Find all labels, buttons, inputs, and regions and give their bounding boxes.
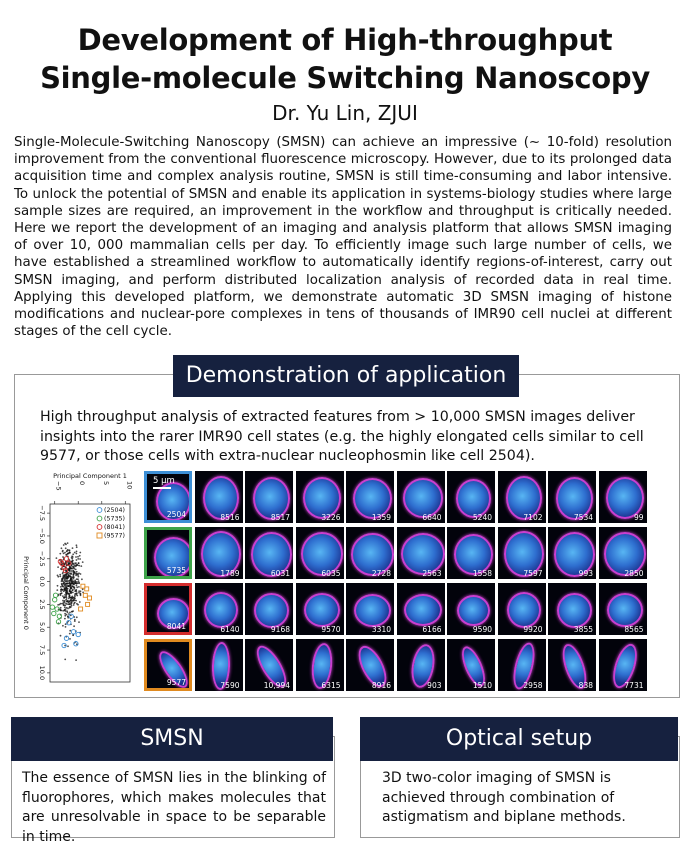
background-point <box>56 557 58 559</box>
cell-image <box>548 583 596 635</box>
background-point <box>61 583 63 585</box>
background-point <box>72 634 74 636</box>
nucleus-image <box>304 593 340 627</box>
cell-id-label: 9577 <box>166 678 186 687</box>
nucleus-image <box>507 592 541 628</box>
cell-image <box>498 639 546 691</box>
cell-id-label: 9168 <box>270 625 290 634</box>
cell-image <box>144 583 192 635</box>
cell-image <box>296 471 344 523</box>
y-tick-label: 10.0 <box>38 665 46 681</box>
cell-id-label: 5240 <box>472 513 492 522</box>
background-point <box>67 583 69 585</box>
background-point <box>82 561 84 563</box>
nucleus-image <box>403 478 443 518</box>
background-point <box>66 585 68 587</box>
cell-image <box>447 639 495 691</box>
cell-image <box>599 471 647 523</box>
cell-id-label: 10,994 <box>263 681 290 690</box>
background-point <box>66 614 68 616</box>
x-tick-label: −5 <box>54 481 63 491</box>
cell-id-label: 1359 <box>371 513 391 522</box>
y-tick-label: −5.0 <box>38 528 46 544</box>
background-point <box>64 579 66 581</box>
cell-image <box>245 471 293 523</box>
legend-marker <box>97 533 102 538</box>
y-tick-label: −7.5 <box>38 505 46 522</box>
cell-id-label: 838 <box>578 681 593 690</box>
background-point <box>62 600 64 602</box>
background-point <box>76 551 78 553</box>
background-point <box>63 601 65 603</box>
cell-id-label: 2958 <box>523 681 543 690</box>
cell-image <box>498 527 546 579</box>
cell-id-label: 9920 <box>523 625 543 634</box>
background-point <box>71 566 73 568</box>
background-point <box>63 577 65 579</box>
background-point <box>68 601 70 603</box>
cell-image <box>296 639 344 691</box>
background-point <box>69 552 71 554</box>
legend-marker <box>97 516 102 521</box>
cell-image <box>397 471 445 523</box>
cell-id-label: 7534 <box>573 513 593 522</box>
series-point <box>50 605 54 609</box>
legend-label: (8041) <box>104 524 125 532</box>
background-point <box>73 625 75 627</box>
background-point <box>75 590 77 592</box>
background-point <box>76 553 78 555</box>
demo-section-header: Demonstration of application <box>173 355 519 397</box>
cell-image <box>144 471 192 523</box>
optical-section-header: Optical setup <box>360 717 678 761</box>
cell-image <box>447 527 495 579</box>
background-point <box>72 589 74 591</box>
background-point <box>60 589 62 591</box>
cell-image <box>245 639 293 691</box>
background-point <box>63 582 65 584</box>
background-point <box>56 589 58 591</box>
background-point <box>73 604 75 606</box>
cell-id-label: 3310 <box>371 625 391 634</box>
y-tick-label: 5.0 <box>38 622 46 633</box>
cell-id-label: 6166 <box>422 625 442 634</box>
background-point <box>64 645 66 647</box>
background-point <box>77 556 79 558</box>
background-point <box>78 621 80 623</box>
y-tick-label: −2.5 <box>38 550 46 567</box>
cell-image <box>296 583 344 635</box>
background-point <box>69 566 71 568</box>
background-point <box>57 585 59 587</box>
background-point <box>62 556 64 558</box>
background-point <box>66 607 68 609</box>
cell-id-label: 993 <box>578 569 593 578</box>
cell-image <box>195 527 243 579</box>
background-point <box>59 574 61 576</box>
cell-image <box>599 639 647 691</box>
nucleus-image <box>456 479 491 518</box>
legend-label: (2504) <box>104 507 125 515</box>
background-point <box>63 603 65 605</box>
background-point <box>69 590 71 592</box>
y-tick-label: 2.5 <box>38 599 46 610</box>
cell-image <box>548 471 596 523</box>
cell-image <box>195 471 243 523</box>
series-point <box>53 593 57 597</box>
cell-image <box>397 639 445 691</box>
background-point <box>78 562 80 564</box>
cell-image <box>599 527 647 579</box>
background-point <box>71 568 73 570</box>
cell-id-label: 6035 <box>321 569 341 578</box>
background-point <box>64 606 66 608</box>
background-point <box>79 558 81 560</box>
background-point <box>81 578 83 580</box>
cell-id-label: 9570 <box>321 625 341 634</box>
background-point <box>62 625 64 627</box>
background-point <box>65 603 67 605</box>
cell-id-label: 7731 <box>624 681 644 690</box>
background-point <box>78 586 80 588</box>
cell-image <box>346 583 394 635</box>
nucleus-image <box>204 592 238 628</box>
legend-label: (5735) <box>104 515 125 523</box>
background-point <box>69 638 71 640</box>
series-point <box>79 607 83 611</box>
poster-title-line-1: Development of High-throughput <box>77 23 613 57</box>
background-point <box>74 562 76 564</box>
background-point <box>70 578 72 580</box>
series-point <box>52 611 56 615</box>
background-point <box>64 605 66 607</box>
background-point <box>69 595 71 597</box>
background-point <box>76 559 78 561</box>
cell-image <box>144 639 192 691</box>
abstract-text: Single-Molecule-Switching Nanoscopy (SMSN) can achieve an impressive (~ 10-fold) resolution improvement from the conventional fluorescence microscopy. However, due to its prolonged data acquisition time and complex analysis routine, SMSN is still time-consuming and labor intensive. To unlock the potential of SMSN and enable its application in systems-biology studies where large sample sizes are required, an improvement in the workflow and throughput is critically needed. Here we report the development of an imaging and analysis platform that allows SMSN imaging of over 10, 000 mammalian cells per day. To efficiently image such large number of cells, we have established a streamlined workflow to automatically identify regions-of-interest, carry out SMSN imaging, and perform distributed localization analysis of recorded data in real time. Applying this developed platform, we demonstrate automatic 3D SMSN imaging of histone modifications and nuclear-pore complexes in tens of thousands of IMR90 cell nuclei at different stages of the cell cycle. <box>14 135 672 340</box>
series-point <box>83 593 87 597</box>
background-point <box>64 543 66 545</box>
background-point <box>76 616 78 618</box>
nucleus-image <box>607 593 643 627</box>
background-point <box>73 603 75 605</box>
background-point <box>70 606 72 608</box>
background-point <box>76 544 78 546</box>
background-point <box>70 597 72 599</box>
series-point <box>57 614 61 618</box>
background-point <box>78 582 80 584</box>
background-point <box>76 564 78 566</box>
cell-id-label: 7102 <box>523 513 543 522</box>
cell-image <box>346 527 394 579</box>
cell-id-label: 2728 <box>371 569 391 578</box>
background-point <box>72 570 74 572</box>
background-point <box>65 587 67 589</box>
background-point <box>80 565 82 567</box>
series-point <box>71 630 75 634</box>
background-point <box>80 573 82 575</box>
background-point <box>75 556 77 558</box>
background-point <box>78 580 80 582</box>
cell-image <box>144 527 192 579</box>
background-point <box>74 581 76 583</box>
background-point <box>60 607 62 609</box>
background-point <box>70 572 72 574</box>
background-point <box>74 572 76 574</box>
poster-title-line-2: Single-molecule Switching Nanoscopy <box>40 61 650 95</box>
background-point <box>72 553 74 555</box>
nucleus-image <box>354 594 391 627</box>
scale-bar <box>153 487 171 489</box>
background-point <box>65 594 67 596</box>
background-point <box>71 592 73 594</box>
series-point <box>53 598 57 602</box>
cell-id-label: 6315 <box>321 681 341 690</box>
background-point <box>74 620 76 622</box>
cell-id-label: 7597 <box>523 569 543 578</box>
cell-id-label: 2850 <box>624 569 644 578</box>
background-point <box>72 547 74 549</box>
background-point <box>73 566 75 568</box>
cell-image <box>346 639 394 691</box>
background-point <box>68 580 70 582</box>
cell-image <box>548 639 596 691</box>
smsn-section-header: SMSN <box>11 717 333 761</box>
cell-image <box>346 471 394 523</box>
legend-marker <box>97 525 102 530</box>
cell-image <box>397 583 445 635</box>
cell-id-label: 1510 <box>472 681 492 690</box>
series-point <box>88 596 92 600</box>
background-point <box>67 542 69 544</box>
background-point <box>72 563 74 565</box>
background-point <box>65 574 67 576</box>
cell-id-label: 6640 <box>422 513 442 522</box>
legend-label: (9577) <box>104 532 125 540</box>
cell-id-label: 8916 <box>371 681 391 690</box>
background-point <box>70 584 72 586</box>
nucleus-image <box>457 595 490 626</box>
background-point <box>76 578 78 580</box>
x-tick-label: 0 <box>78 481 87 486</box>
background-point <box>66 551 68 553</box>
nucleus-image <box>254 593 289 628</box>
background-point <box>75 569 77 571</box>
cell-image <box>195 583 243 635</box>
x-tick-label: 5 <box>101 481 110 486</box>
background-point <box>69 630 71 632</box>
background-point <box>74 597 76 599</box>
background-point <box>67 588 69 590</box>
cell-id-label: 2563 <box>422 569 442 578</box>
background-point <box>69 633 71 635</box>
background-point <box>76 586 78 588</box>
y-axis-label: Principal Component 0 <box>22 556 30 630</box>
background-point <box>72 576 74 578</box>
cell-id-label: 8565 <box>624 625 644 634</box>
background-point <box>76 603 78 605</box>
background-point <box>82 588 84 590</box>
cell-image <box>599 583 647 635</box>
background-point <box>66 601 68 603</box>
cell-id-label: 1558 <box>472 569 492 578</box>
author: Dr. Yu Lin, ZJUI <box>272 101 418 125</box>
background-point <box>68 550 70 552</box>
x-axis-label: Principal Component 1 <box>53 472 127 480</box>
cell-image <box>245 527 293 579</box>
background-point <box>63 544 65 546</box>
background-point <box>65 599 67 601</box>
cell-image <box>498 471 546 523</box>
cell-id-label: 2504 <box>166 510 186 519</box>
background-point <box>60 586 62 588</box>
series-point <box>76 632 80 636</box>
background-point <box>74 552 76 554</box>
cell-id-label: 3226 <box>321 513 341 522</box>
background-point <box>65 577 67 579</box>
background-point <box>66 610 68 612</box>
cell-image <box>447 583 495 635</box>
background-point <box>70 598 72 600</box>
background-point <box>64 596 66 598</box>
background-point <box>69 585 71 587</box>
background-point <box>61 580 63 582</box>
nucleus-image <box>404 594 442 626</box>
background-point <box>62 581 64 583</box>
background-point <box>76 585 78 587</box>
cell-id-label: 99 <box>633 513 644 522</box>
background-point <box>69 612 71 614</box>
background-point <box>80 593 82 595</box>
x-tick-label: 10 <box>125 481 134 490</box>
background-point <box>57 604 59 606</box>
y-tick-label: 7.5 <box>38 644 46 656</box>
background-point <box>62 550 64 552</box>
background-point <box>64 659 66 661</box>
background-point <box>72 610 74 612</box>
background-point <box>67 645 69 647</box>
background-point <box>59 553 61 555</box>
cell-id-label: 1789 <box>220 569 240 578</box>
cell-image <box>195 639 243 691</box>
cell-image <box>245 583 293 635</box>
background-point <box>73 588 75 590</box>
pca-scatter-plot <box>18 470 140 688</box>
background-point <box>78 576 80 578</box>
background-point <box>78 592 80 594</box>
background-point <box>79 552 81 554</box>
cell-id-label: 5735 <box>166 566 186 575</box>
scale-bar-label: 5 µm <box>153 476 175 486</box>
background-point <box>71 585 73 587</box>
background-point <box>64 618 66 620</box>
background-point <box>72 582 74 584</box>
background-point <box>77 558 79 560</box>
background-point <box>65 626 67 628</box>
cell-id-label: 8516 <box>220 513 240 522</box>
optical-description: 3D two-color imaging of SMSN is achieved through combination of astigmatism and biplane methods. <box>382 770 626 825</box>
cell-id-label: 7590 <box>220 681 240 690</box>
smsn-description: The essence of SMSN lies in the blinking of fluorophores, which makes molecules that are unresolvable in space to be separable in time. <box>22 770 326 845</box>
background-point <box>57 575 59 577</box>
background-point <box>60 635 62 637</box>
background-point <box>57 566 59 568</box>
background-point <box>64 584 66 586</box>
cell-image <box>296 527 344 579</box>
legend-marker <box>97 508 102 513</box>
background-point <box>64 552 66 554</box>
cell-id-label: 9590 <box>472 625 492 634</box>
background-point <box>78 590 80 592</box>
background-point <box>62 586 64 588</box>
background-point <box>75 593 77 595</box>
cell-image <box>447 471 495 523</box>
background-point <box>61 592 63 594</box>
background-point <box>65 547 67 549</box>
background-point <box>65 623 67 625</box>
background-point <box>64 609 66 611</box>
demo-description: High throughput analysis of extracted features from > 10,000 SMSN images deliver insights into the rarer IMR90 cell states (e.g. the highly elongated cells similar to cell 9577, or those cells with extra-nuclear nucleophosmin like cell 2504). <box>40 409 644 464</box>
cell-id-label: 6031 <box>270 569 290 578</box>
background-point <box>59 576 61 578</box>
y-tick-label: 0.0 <box>38 576 46 587</box>
background-point <box>79 555 81 557</box>
nucleus-image <box>557 593 592 628</box>
cell-id-label: 3855 <box>573 625 593 634</box>
background-point <box>68 603 70 605</box>
cell-id-label: 6140 <box>220 625 240 634</box>
background-point <box>79 601 81 603</box>
cell-image <box>397 527 445 579</box>
cell-id-label: 8517 <box>270 513 290 522</box>
background-point <box>75 659 77 661</box>
cell-id-label: 903 <box>427 681 442 690</box>
background-point <box>71 601 73 603</box>
cell-image <box>548 527 596 579</box>
series-point <box>86 602 90 606</box>
cell-image <box>498 583 546 635</box>
background-point <box>76 546 78 548</box>
background-point <box>71 570 73 572</box>
background-point <box>76 571 78 573</box>
background-point <box>71 555 73 557</box>
background-point <box>61 547 63 549</box>
background-point <box>62 595 64 597</box>
background-point <box>62 575 64 577</box>
background-point <box>66 590 68 592</box>
cell-id-label: 8041 <box>166 622 186 631</box>
background-point <box>75 600 77 602</box>
